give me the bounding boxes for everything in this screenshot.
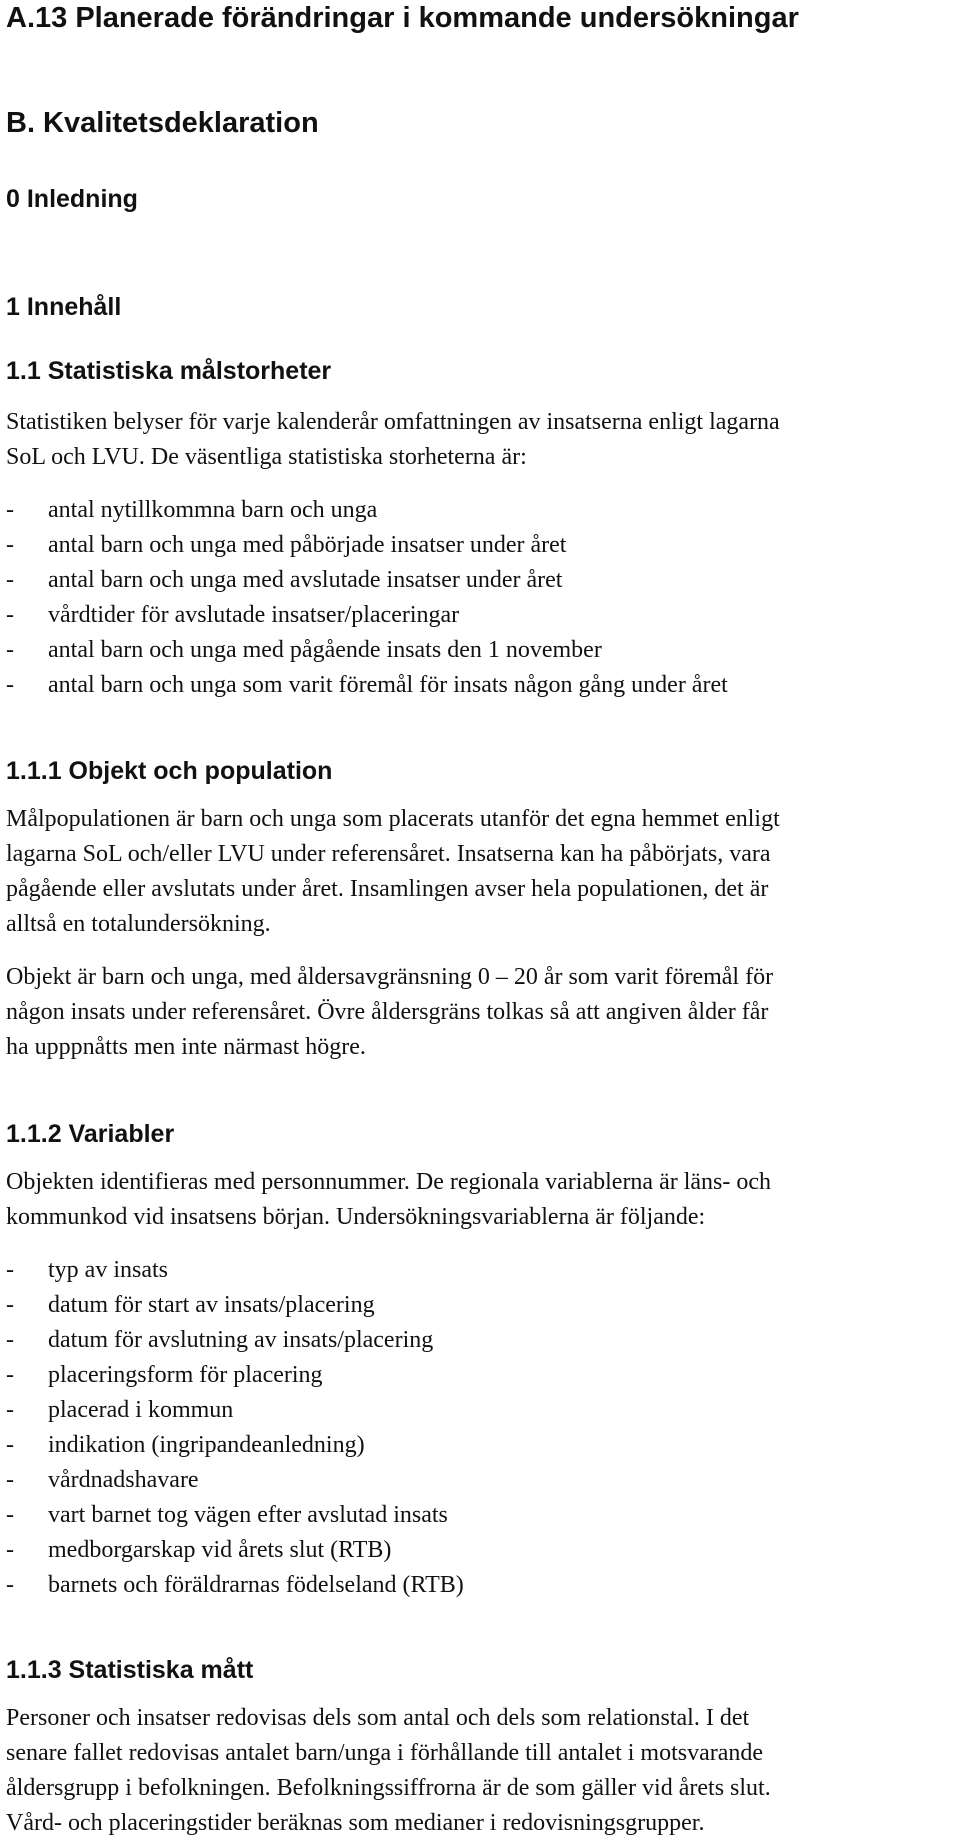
heading-1-1-statistiska-malstorheter: 1.1 Statistiska målstorheter	[6, 357, 332, 385]
heading-0-inledning: 0 Inledning	[6, 185, 138, 213]
paragraph-population-1	[6, 802, 780, 942]
list-item-text: antal nytillkommna barn och unga	[48, 497, 378, 523]
list-item-text: placerad i kommun	[48, 1397, 234, 1423]
heading-1-1-1-objekt-och-population: 1.1.1 Objekt och population	[6, 757, 333, 785]
list-dash: -	[6, 637, 14, 663]
text-line: Statistiken belyser för varje kalenderår omfattningen av insatserna enligt lagarna	[6, 409, 780, 435]
text-line: Personer och insatser redovisas dels som antal och dels som relationstal. I det	[6, 1705, 750, 1731]
list-item-text: vårdtider för avslutade insatser/placeringar	[48, 602, 460, 628]
text-line: lagarna SoL och/eller LVU under referensåret. Insatserna kan ha påbörjats, vara	[6, 841, 771, 867]
heading-b-kvalitetsdeklaration: B. Kvalitetsdeklaration	[6, 107, 319, 139]
heading-1-1-3-statistiska-matt: 1.1.3 Statistiska mått	[6, 1656, 254, 1684]
list-dash: -	[6, 1572, 14, 1598]
text-line: någon insats under referensåret. Övre åldersgräns tolkas så att angiven ålder får	[6, 999, 769, 1025]
list-item-text: antal barn och unga med påbörjade insatser under året	[48, 532, 567, 558]
list-item-text: antal barn och unga med avslutade insatser under året	[48, 567, 563, 593]
list-item-text: placeringsform för placering	[48, 1362, 323, 1388]
list-dash: -	[6, 672, 14, 698]
list-dash: -	[6, 567, 14, 593]
text-line: kommunkod vid insatsens början. Undersökningsvariablerna är följande:	[6, 1204, 706, 1230]
list-dash: -	[6, 1432, 14, 1458]
text-line: Vård- och placeringstider beräknas som medianer i redovisningsgrupper.	[6, 1810, 705, 1836]
text-line: alltså en totalundersökning.	[6, 911, 271, 937]
list-item-text: vårdnadshavare	[48, 1467, 199, 1493]
list-item-text: medborgarskap vid årets slut (RTB)	[48, 1537, 392, 1563]
list-item-text: barnets och föräldrarnas födelseland (RTB)	[48, 1572, 464, 1598]
paragraph-malstorheter	[6, 405, 780, 475]
text-line: SoL och LVU. De väsentliga statistiska storheterna är:	[6, 444, 527, 470]
list-dash: -	[6, 1537, 14, 1563]
list-dash: -	[6, 1397, 14, 1423]
list-dash: -	[6, 1257, 14, 1283]
list-dash: -	[6, 1292, 14, 1318]
list-dash: -	[6, 1467, 14, 1493]
list-dash: -	[6, 602, 14, 628]
heading-a13: A.13 Planerade förändringar i kommande undersökningar	[6, 2, 799, 34]
text-line: pågående eller avslutats under året. Insamlingen avser hela populationen, det är	[6, 876, 769, 902]
text-line: Objekten identifieras med personnummer. De regionala variablerna är läns- och	[6, 1169, 772, 1195]
text-line: åldersgrupp i befolkningen. Befolkningssiffrorna är de som gäller vid årets slut.	[6, 1775, 771, 1801]
list-dash: -	[6, 532, 14, 558]
list-item-text: indikation (ingripandeanledning)	[48, 1432, 365, 1458]
text-line: Objekt är barn och unga, med åldersavgränsning 0 – 20 år som varit föremål för	[6, 964, 774, 990]
list-dash: -	[6, 1362, 14, 1388]
list-dash: -	[6, 1502, 14, 1528]
list-item-text: typ av insats	[48, 1257, 168, 1283]
paragraph-statistiska-matt	[6, 1701, 771, 1841]
paragraph-variabler	[6, 1165, 771, 1235]
paragraph-population-2	[6, 960, 773, 1065]
list-item-text: datum för start av insats/placering	[48, 1292, 375, 1318]
text-line: Målpopulationen är barn och unga som placerats utanför det egna hemmet enligt	[6, 806, 780, 832]
text-line: senare fallet redovisas antalet barn/unga i förhållande till antalet i motsvarande	[6, 1740, 764, 1766]
list-dash: -	[6, 1327, 14, 1353]
list-item-text: datum för avslutning av insats/placering	[48, 1327, 434, 1353]
list-item-text: antal barn och unga med pågående insats den 1 november	[48, 637, 602, 663]
text-line: ha upppnåtts men inte närmast högre.	[6, 1034, 366, 1060]
list-dash: -	[6, 497, 14, 523]
heading-1-1-2-variabler: 1.1.2 Variabler	[6, 1120, 175, 1148]
list-item-text: vart barnet tog vägen efter avslutad insats	[48, 1502, 448, 1528]
list-item-text: antal barn och unga som varit föremål för insats någon gång under året	[48, 672, 728, 698]
heading-1-innehall: 1 Innehåll	[6, 293, 122, 321]
